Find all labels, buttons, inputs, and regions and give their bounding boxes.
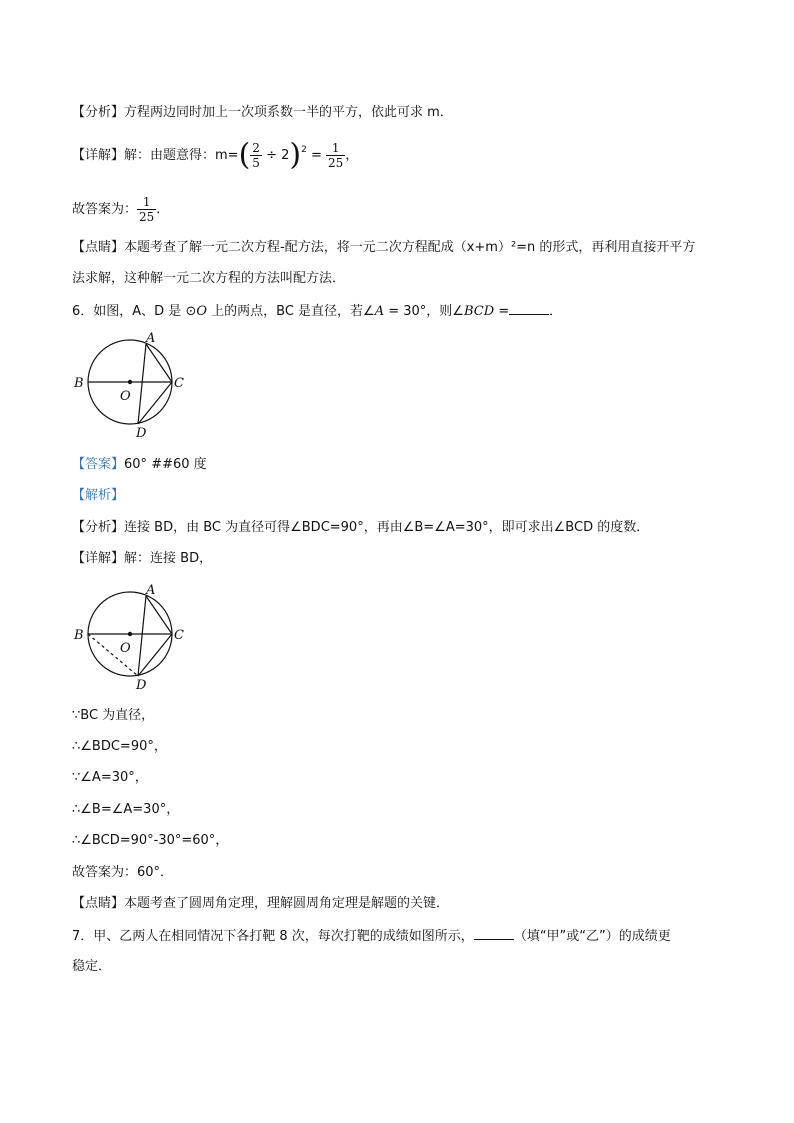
- label-o-2: O: [120, 641, 131, 656]
- detail-text-q6: 解：连接 BD，: [124, 551, 213, 566]
- answer-fraction: [137, 195, 156, 224]
- q6-angle-a: A: [374, 304, 385, 319]
- res-den: 25: [328, 156, 344, 170]
- detail-tag-q6: 【详解】: [72, 551, 125, 566]
- label-c-2: C: [174, 628, 184, 643]
- comment-line-1: [72, 239, 695, 257]
- analysis-text: 方程两边同时加上一次项系数一半的平方，依此可求 m．: [124, 105, 453, 120]
- label-d-2: D: [136, 678, 147, 692]
- step-5: ∴∠BCD=90°-30°=60°，: [72, 833, 229, 848]
- left-paren: (: [238, 137, 251, 173]
- label-a: A: [146, 331, 156, 346]
- label-o: O: [120, 389, 131, 404]
- label-d: D: [136, 426, 147, 440]
- frac-den: 5: [252, 156, 260, 170]
- detail-line-q6: [72, 550, 212, 568]
- circle-figure-2: [70, 580, 190, 692]
- fraction-2-5: [250, 141, 262, 170]
- parse-line: [72, 487, 124, 505]
- answer-line-1: [72, 190, 169, 230]
- right-paren: ): [289, 137, 302, 173]
- q7-part-a: 7．甲、乙两人在相同情况下各打靶 8 次，每次打靶的成绩如图所示，: [72, 929, 474, 944]
- fraction-result: [326, 141, 345, 170]
- chord-ad: [138, 344, 146, 424]
- analysis-line-q6: [72, 519, 649, 537]
- analysis-tag-q6: 【分析】: [72, 520, 125, 535]
- q6-angle-bcd: BCD: [463, 304, 495, 319]
- answer-blank: [509, 302, 549, 315]
- label-a-2: A: [146, 583, 156, 598]
- ans-num: 1: [137, 195, 156, 210]
- q7-part-c: 稳定．: [72, 959, 112, 974]
- q6-circle-o: O: [196, 304, 208, 319]
- answer-tag: 【答案】: [72, 457, 125, 472]
- q6-part-a: 6．如图，A、D 是 ⊙: [72, 304, 197, 319]
- detail-text: 解：由题意得：m=: [124, 148, 239, 163]
- step-4: ∴∠B=∠A=30°，: [72, 802, 180, 817]
- frac-num: 2: [252, 141, 260, 155]
- comment-tag: 【点睛】: [72, 240, 125, 255]
- label-b-2: B: [74, 628, 84, 643]
- q6-part-b: 上的两点，BC 是直径，若∠: [207, 304, 375, 319]
- comment-text-2: 法求解，这种解一元二次方程的方法叫配方法．: [72, 271, 346, 286]
- center-dot-2: [128, 632, 132, 636]
- q7-part-b: （填“甲”或“乙”）的成绩更: [513, 929, 671, 944]
- analysis-line-1: [72, 104, 453, 122]
- question-6: [72, 302, 562, 321]
- res-num: 1: [326, 141, 345, 156]
- chord-ad-2: [138, 596, 146, 676]
- question-7-cont: [72, 958, 111, 976]
- detail-line-1: [72, 136, 358, 176]
- center-dot: [128, 380, 132, 384]
- answer-prefix: 故答案为：: [72, 202, 138, 217]
- step-6: 故答案为：60°．: [72, 865, 174, 880]
- equals-sign: =: [310, 148, 322, 163]
- label-b: B: [74, 376, 84, 391]
- ans-den: 25: [139, 210, 155, 224]
- label-c: C: [174, 376, 184, 391]
- q6-part-d: =: [494, 304, 510, 319]
- parse-tag: 【解析】: [72, 488, 125, 503]
- comma: ，: [345, 148, 359, 163]
- comment-text: 本题考查了解一元二次方程-配方法，将一元二次方程配成（x+m）²=n 的形式，再利用直接开平方: [124, 240, 696, 255]
- step-3: ∵∠A=30°，: [72, 770, 148, 785]
- comment-tag-q6: 【点睛】: [72, 896, 125, 911]
- division-term: ÷ 2: [266, 148, 290, 163]
- circle-figure-1: [70, 330, 190, 440]
- answer-line-q6: [72, 456, 207, 474]
- question-7: [72, 927, 671, 946]
- analysis-text-q6: 连接 BD，由 BC 为直径可得∠BDC=90°，再由∠B=∠A=30°，即可求出∠BCD 的度数．: [124, 520, 650, 535]
- comment-line-2: [72, 270, 345, 288]
- q7-answer-blank: [474, 927, 514, 940]
- analysis-tag: 【分析】: [72, 105, 125, 120]
- q6-end: ．: [549, 304, 563, 319]
- answer-text: 60° ##60 度: [124, 457, 207, 472]
- step-1: ∵BC 为直径，: [72, 708, 155, 723]
- answer-period: ．: [156, 202, 170, 217]
- q6-part-c: = 30°，则∠: [384, 304, 464, 319]
- detail-tag: 【详解】: [72, 148, 125, 163]
- comment-line-q6: [72, 895, 449, 913]
- exponent: 2: [301, 145, 307, 155]
- comment-text-q6: 本题考查了圆周角定理，理解圆周角定理是解题的关键．: [124, 896, 450, 911]
- step-2: ∴∠BDC=90°，: [72, 739, 167, 754]
